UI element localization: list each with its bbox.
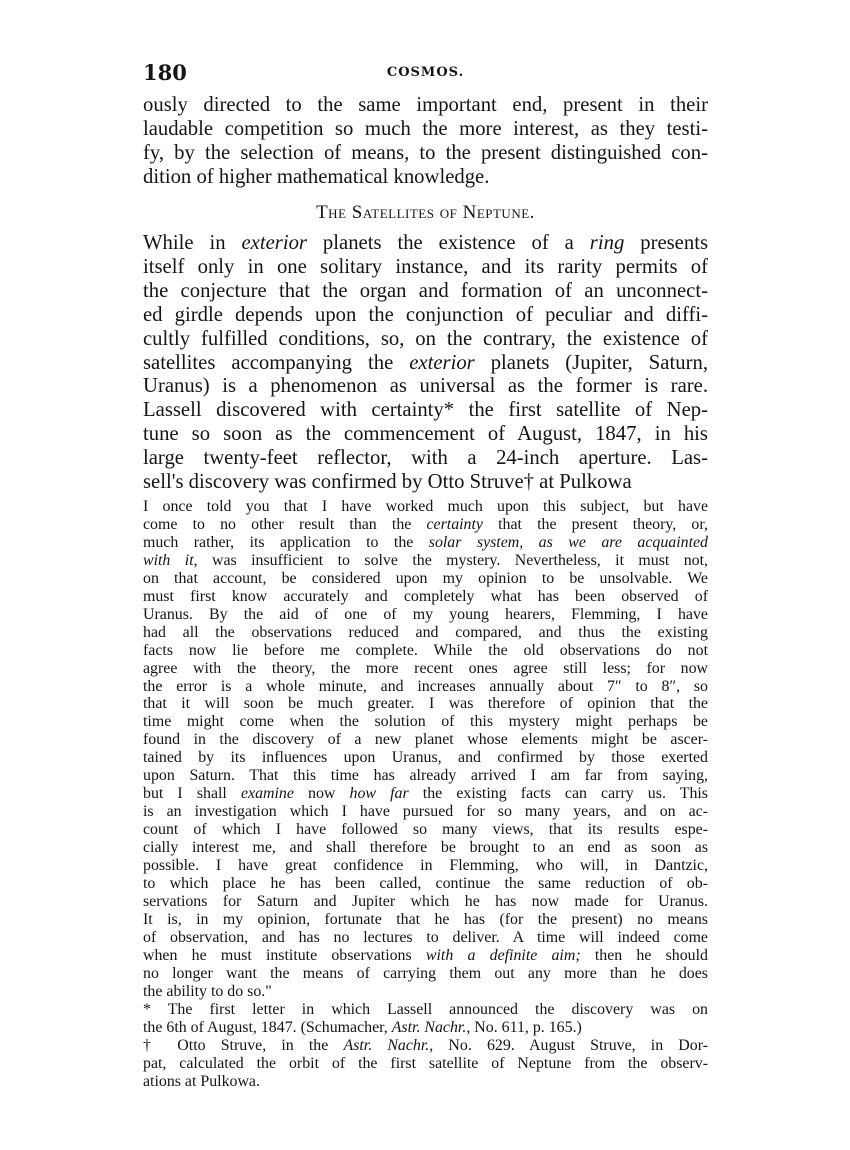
footnote-dagger: [143, 1037, 708, 1091]
text-line: itself only in one solitary instance, and its rarity permits of: [143, 255, 708, 278]
text-line: I once told you that I have worked much upon this subject, but have: [143, 498, 708, 515]
text-line: facts now lie before me complete. While the old observations do not: [143, 641, 708, 659]
text-line: that it will soon be much greater. I was therefore of opinion that the: [143, 695, 708, 713]
text-line: ations at Pulkowa.: [143, 1072, 260, 1090]
text-line: of observation, and has no lectures to deliver. A time will indeed come: [143, 928, 708, 946]
text-line: Uranus. By the aid of one of my young hearers, Flemming, I have: [143, 605, 708, 623]
text-line: time might come when the solution of this mystery might perhaps be: [143, 713, 708, 731]
text-line: sell's discovery was confirmed by Otto Struve† at Pulkowa: [143, 471, 632, 494]
text-line: the ability to do so.": [143, 982, 272, 1000]
text-line: agree with the theory, the more recent ones agree still less; for now: [143, 659, 708, 677]
text-line: had all the observations reduced and compared, and thus the existing: [143, 623, 708, 641]
text-line: must first know accurately and completely what has been observed of: [143, 587, 708, 605]
italic-text: with a definite aim;: [425, 946, 581, 964]
text-line: no longer want the means of carrying them out any more than he does: [143, 964, 708, 982]
text-line: on that account, be considered upon my opinion to be unsolvable. We: [143, 569, 708, 587]
italic-text: certainty: [426, 515, 483, 533]
text-line: when he must institute observations with a definite aim; then he should: [143, 946, 708, 964]
text-line: dition of higher mathematical knowledge.: [143, 165, 490, 188]
text-line: with it, was insufficient to solve the mystery. Nevertheless, it must not,: [143, 551, 708, 569]
italic-text: ring: [589, 232, 625, 254]
italic-text: with it: [143, 551, 194, 569]
text-line: but I shall examine now how far the existing facts can carry us. This: [143, 785, 708, 803]
text-line: possible. I have great confidence in Flemming, who will, in Dantzic,: [143, 857, 708, 875]
page-number: 180: [143, 60, 187, 85]
italic-text: exterior: [409, 351, 475, 374]
text-line: fy, by the selection of means, to the present distinguished con-: [143, 141, 708, 164]
page-header: [143, 60, 708, 84]
running-head: COSMOS.: [386, 65, 465, 80]
text-line: ed girdle depends upon the conjunction of peculiar and diffi-: [143, 303, 708, 326]
italic-text: Astr. Nachr.: [391, 1018, 467, 1036]
text-line: It is, in my opinion, fortunate that he has (for the present) no means: [143, 910, 708, 928]
text-line: servations for Saturn and Jupiter which he has now made for Uranus.: [143, 892, 708, 910]
italic-text: examine: [240, 785, 294, 803]
text-line: much rather, its application to the solar system, as we are acquainted: [143, 533, 708, 551]
italic-text: exterior: [241, 232, 307, 254]
italic-text: Astr. Nachr.: [343, 1036, 430, 1054]
footnote-star: [143, 1001, 708, 1037]
text-line: satellites accompanying the exterior planets (Jupiter, Saturn,: [143, 351, 708, 374]
text-line: cially interest me, and shall therefore be brought to an end as soon as: [143, 839, 708, 857]
text-line: Uranus) is a phenomenon as universal as the former is rare.: [143, 375, 708, 398]
text-line: upon Saturn. That this time has already arrived I am far from saying,: [143, 767, 708, 785]
text-line: the error is a whole minute, and increases annually about 7″ to 8″, so: [143, 677, 708, 695]
italic-text: how far: [349, 785, 409, 803]
footnotes: [143, 498, 708, 1090]
text-line: the 6th of August, 1847. (Schumacher, Astr. Nachr., No. 611, p. 165.): [143, 1018, 582, 1036]
section-title: The Satellites of Neptune.: [316, 202, 535, 223]
text-line: laudable competition so much the more interest, as they testi-: [143, 117, 708, 140]
text-line: is an investigation which I have pursued for so many years, and on ac-: [143, 803, 708, 821]
italic-text: solar system, as we are acquainted: [428, 533, 708, 551]
text-line: ously directed to the same important end, present in their: [143, 94, 708, 116]
text-line: count of which I have followed so many views, that its results espe-: [143, 821, 708, 839]
footnote-quote: [143, 498, 708, 1001]
text-line: found in the discovery of a new planet whose elements might be ascer-: [143, 731, 708, 749]
text-line: While in exterior planets the existence of a ring presents: [143, 232, 709, 254]
text-line: come to no other result than the certainty that the present theory, or,: [143, 515, 708, 533]
opening-paragraph: [143, 94, 708, 190]
text-line: the conjecture that the organ and formation of an unconnect-: [143, 279, 708, 302]
text-line: to which place he has been called, continue the same reduction of ob-: [143, 875, 708, 893]
text-line: † Otto Struve, in the Astr. Nachr., No. 629. August Struve, in Dor-: [143, 1036, 708, 1054]
section-paragraph: [143, 232, 708, 495]
text-line: cultly fulfilled conditions, so, on the contrary, the existence of: [143, 327, 708, 350]
text-line: large twenty-feet reflector, with a 24-inch aperture. Las-: [143, 447, 708, 470]
text-line: tune so soon as the commencement of August, 1847, in his: [143, 423, 708, 446]
text-line: * The first letter in which Lassell announced the discovery was on: [143, 1000, 708, 1018]
text-line: tained by its influences upon Uranus, and confirmed by those exerted: [143, 749, 708, 767]
text-line: Lassell discovered with certainty* the first satellite of Nep-: [143, 399, 708, 422]
text-line: pat, calculated the orbit of the first satellite of Neptune from the observ-: [143, 1054, 708, 1072]
